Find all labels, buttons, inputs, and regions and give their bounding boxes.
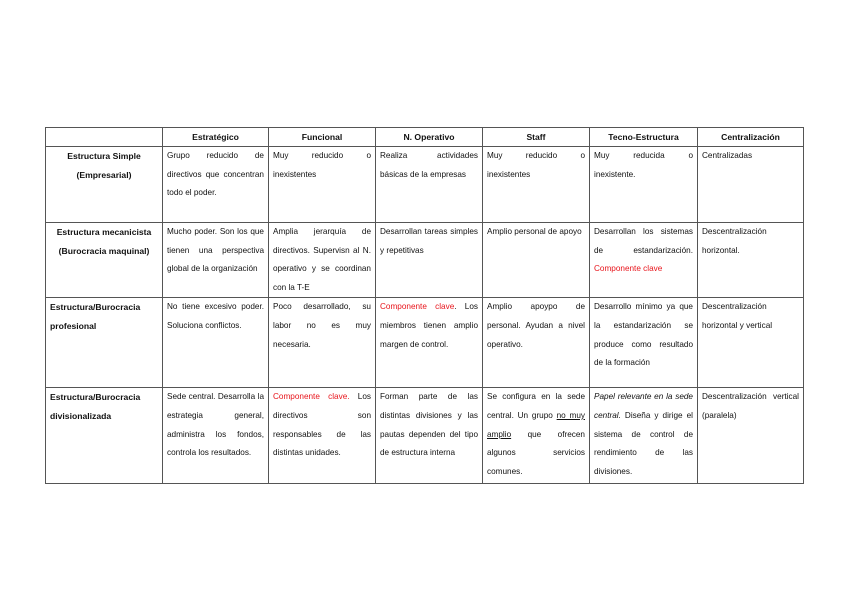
cell-text: Sede central. Desarrolla la estrategia general, administra los fondos, controla los resultados. bbox=[167, 392, 264, 458]
column-header: Estratégico bbox=[163, 128, 269, 147]
cell-text: . Los miembros tienen amplio margen de control. bbox=[380, 302, 478, 349]
cell-text: Centralizadas bbox=[702, 151, 753, 160]
header-row bbox=[46, 128, 804, 147]
cell-text: Papel relevante en la sede central. bbox=[594, 392, 693, 420]
cell-text: Diseña y dirige el sistema de control de rendimiento de las divisiones. bbox=[594, 410, 693, 476]
cell-text: Grupo reducido de directivos que concentran todo el poder. bbox=[167, 151, 264, 198]
cell-text: Desarrollo mínimo ya que la estandarización se produce como resultado de la formación bbox=[594, 302, 693, 368]
cell-text: Muy reducido o inexistentes bbox=[273, 151, 371, 179]
table-cell bbox=[163, 147, 269, 223]
cell-text: Amplia jerarquía de directivos. Supervisn al N. operativo y se coordinan con la T-E bbox=[273, 227, 371, 292]
row-header: Estructura mecanicista (Burocracia maquinal) bbox=[46, 223, 163, 298]
table-cell bbox=[376, 298, 483, 388]
table-cell bbox=[163, 298, 269, 388]
table-row bbox=[46, 147, 804, 223]
cell-text: Desarrollan los sistemas de estandarización. bbox=[594, 227, 693, 255]
table-cell bbox=[483, 388, 590, 484]
column-header: Staff bbox=[483, 128, 590, 147]
table-cell bbox=[590, 388, 698, 484]
table-cell bbox=[376, 388, 483, 484]
cell-text: Descentralización horizontal y vertical bbox=[702, 302, 773, 330]
table-cell bbox=[483, 223, 590, 298]
table-cell bbox=[698, 223, 804, 298]
table-cell bbox=[698, 147, 804, 223]
cell-text: que ofrecen algunos servicios comunes. bbox=[487, 429, 585, 476]
organizational-structures-table bbox=[45, 127, 804, 484]
table-cell bbox=[590, 298, 698, 388]
table-cell bbox=[269, 388, 376, 484]
table-cell bbox=[698, 298, 804, 388]
row-header: Estructura/Burocracia divisionalizada bbox=[46, 388, 163, 484]
key-component-highlight: Componente clave bbox=[380, 302, 455, 312]
column-header: Centralización bbox=[698, 128, 804, 147]
table-cell bbox=[698, 388, 804, 484]
table-cell bbox=[590, 147, 698, 223]
table-row bbox=[46, 388, 804, 484]
table-row bbox=[46, 223, 804, 298]
cell-text: Amplio personal de apoyo bbox=[487, 227, 582, 236]
column-header: Tecno-Estructura bbox=[590, 128, 698, 147]
table-cell bbox=[163, 388, 269, 484]
cell-text: Forman parte de las distintas divisiones y las pautas dependen del tipo de estructura interna bbox=[380, 392, 478, 458]
table-cell bbox=[483, 147, 590, 223]
cell-text: Muy reducida o inexistente. bbox=[594, 151, 693, 179]
cell-text: Realiza actividades básicas de la empresas bbox=[380, 151, 478, 179]
cell-text: Mucho poder. Son los que tienen una perspectiva global de la organización bbox=[167, 227, 264, 274]
table-cell bbox=[376, 223, 483, 298]
table-cell bbox=[269, 298, 376, 388]
cell-text: Descentralización horizontal. bbox=[702, 227, 767, 255]
table-cell bbox=[376, 147, 483, 223]
table-cell bbox=[163, 223, 269, 298]
cell-text: Desarrollan tareas simples y repetitivas bbox=[380, 227, 478, 255]
row-header: Estructura/Burocracia profesional bbox=[46, 298, 163, 388]
column-header bbox=[46, 128, 163, 147]
row-header: Estructura Simple (Empresarial) bbox=[46, 147, 163, 223]
column-header: N. Operativo bbox=[376, 128, 483, 147]
table-row bbox=[46, 298, 804, 388]
cell-text: No tiene excesivo poder. Soluciona conflictos. bbox=[167, 302, 264, 330]
table-cell bbox=[269, 147, 376, 223]
cell-text: Amplio apoypo de personal. Ayudan a nivel operativo. bbox=[487, 302, 585, 349]
cell-text: Descentralización vertical (paralela) bbox=[702, 392, 799, 420]
cell-text: Se configura en la sede central. Un grupo bbox=[487, 392, 585, 420]
cell-text: no muy amplio bbox=[487, 410, 585, 439]
column-header: Funcional bbox=[269, 128, 376, 147]
table-cell bbox=[590, 223, 698, 298]
key-component-highlight: Componente clave. bbox=[273, 392, 350, 402]
cell-text: Muy reducido o inexistentes bbox=[487, 151, 585, 179]
table-cell bbox=[483, 298, 590, 388]
key-component-highlight: Componente clave bbox=[594, 264, 663, 274]
cell-text: Poco desarrollado, su labor no es muy necesaria. bbox=[273, 302, 371, 349]
table-cell bbox=[269, 223, 376, 298]
cell-text: Los directivos son responsables de las distintas unidades. bbox=[273, 392, 371, 458]
